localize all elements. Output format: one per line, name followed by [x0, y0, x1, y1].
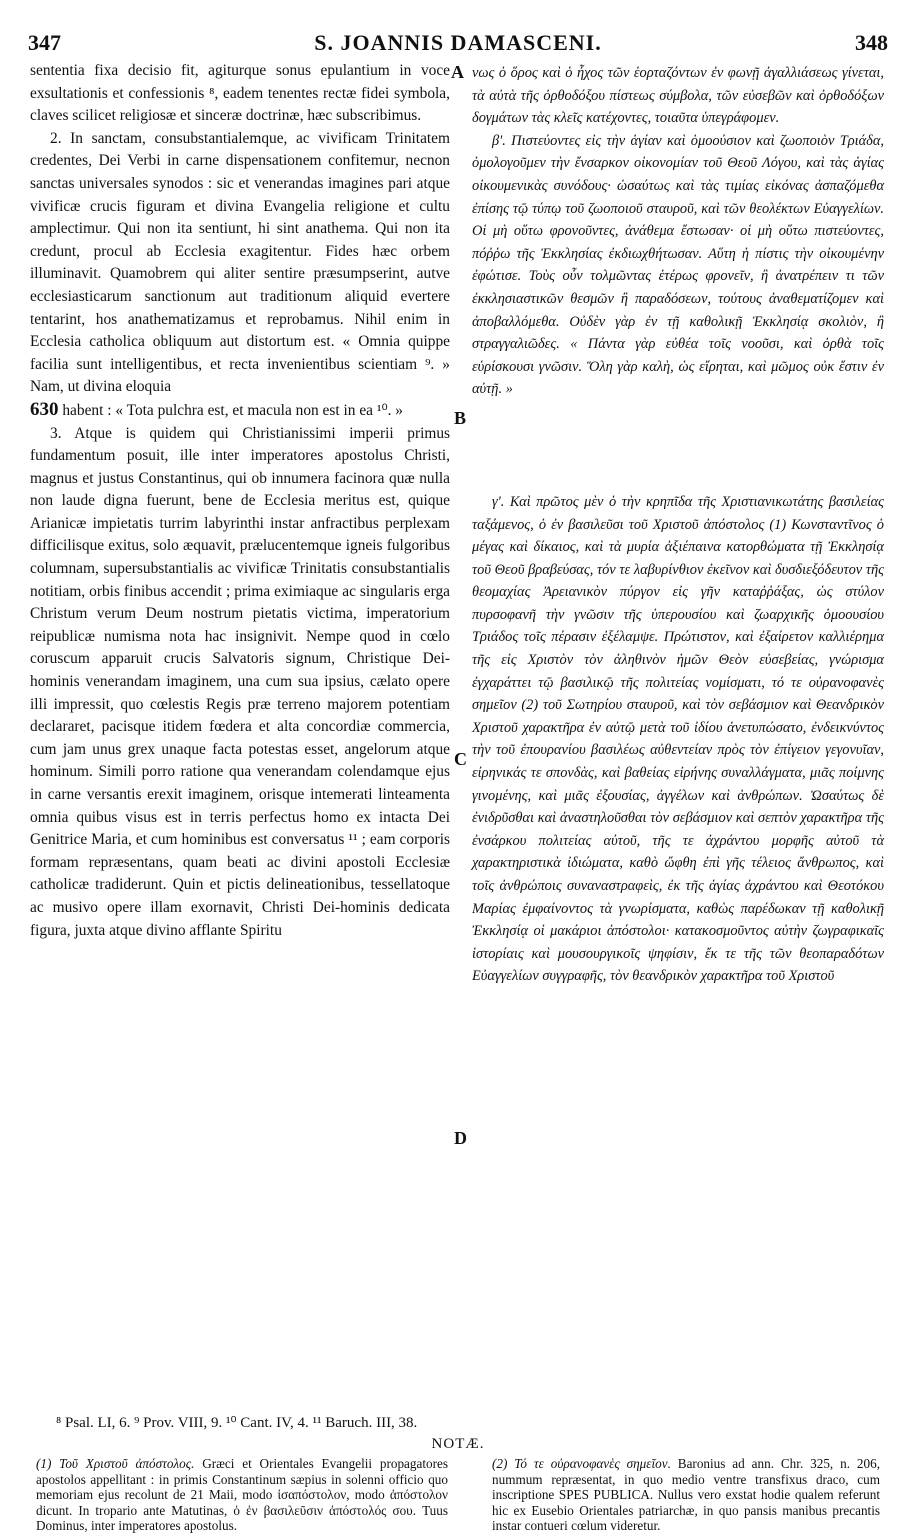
greek-column — [472, 62, 884, 988]
scripture-footnotes: ⁸ Psal. LI, 6. ⁹ Prov. VIII, 9. ¹⁰ Cant. IV, 4. ¹¹ Baruch. III, 38. — [56, 1415, 418, 1431]
page-number-right: 348 — [855, 30, 888, 55]
latin-column — [30, 60, 450, 942]
note-1-text: Græci et Orientales Evangelii propagatores apostolos appellitant : in primis Constantinum sæpius in solenni officio quo memoriam ejus recolunt de 21 Maii, modo ἰσαπόστολον, modo ἀπόστολον dicunt. In tropario ante Matutinas, ὁ ἐν βασιλεῦσιν ἀπόστολός σου. Tuus Dominus, inter imperatores apostolus. — [36, 1456, 448, 1534]
latin-paragraph-2-tail-text: habent : « Tota pulchra est, et macula non est in ea ¹⁰. » — [62, 401, 404, 419]
latin-paragraph-1: sententia fixa decisio fit, agiturque sonus epulantium in voce exsultationis et confessionis ⁸, eadem tenentes rectæ fidei symbola, claves scilicet religiosæ et sinceræ doctrinæ, hæc subscribimus. — [30, 62, 450, 125]
latin-paragraph-2: 2. In sanctam, consubstantialemque, ac vivificam Trinitatem credentes, Dei Verbi in carne dispensationem confitemur, necnon sanctas universales synodos : sic et venerandas imagines pari atque vivificæ crucis figuram et divina Evangelia religione et cultu amplectimur. Qui non ita sentiunt, hi sint anathema. Qui non ita credunt, procul ab Ecclesia exagitentur. Fides hæc orbem illuminavit. Quamobrem qui aliter sentire præsumpserint, autve ecclesiasticarum sanctionum aut traditionum aliquid evertere tentarint, hos anathematizamus et reprobamus. Nihil enim in Ecclesia catholica obliquum aut distortum est. « Omnia quippe facilia sunt intelligentibus, et recta invenientibus scientiam ⁹. » Nam, ut divina eloquia — [30, 129, 450, 396]
margin-letter-c: C — [454, 749, 467, 769]
latin-paragraph-3: 3. Atque is quidem qui Christianissimi imperii primus fundamentum posuit, ille inter imperatores apostolus Christi, magnus et justus Constantinus, qui ob innumera facinora quæ nulla non laude digna fuerunt, bene de Ecclesia meritus est, quique Arianicæ impietatis turrim labyrinthi instar anfractibus perplexam difficilisque exitus, solo æquavit, prælucentemque igneis fulgoribus columnam, supersubstantialis ac vivificæ Trinitatis consubstantialis notitiam, orbis finibus accendit ; prima eximiaque ac singularis erga Christum verum Deum nostrum pietatis victima, imperatorium reipublicæ numisma nota hac insignivit. Nempe quod in cœlo coruscum apparuit crucis Salvatoris signum, Christique Dei-hominis venerandam imaginem, una cum sua ipsius, cælato opere illi impressit, quo cœlestis Regis præ terreno majorem potentiam declararet, pacisque itidem fœdera et alta concordiæ commercia, cum jam unus grex unaque facta potestas esset, angelorum atque hominum. Simili porro ratione qua venerandam colendamque ejus in carne versantis erexit imaginem, orisque intemerati linteamenta omnia quibus visus est in terris perfectus homo ex intacta Dei Genitrice Maria, et cum hominibus est conversatus ¹¹ ; eam corporis formam repræsentans, quam beati ac divini apostoli Ecclesiæ catholicæ tradiderunt. Quin et pictis delineationibus, tessellatoque ac musivo opere illam exornavit, Christi Dei-hominis dedicata figura, juxta atque divino afflante Spiritu — [30, 424, 450, 939]
greek-paragraph-3: γ'. Καὶ πρῶτος μὲν ὁ τὴν κρηπῖδα τῆς Χριστιανικωτάτης βασιλείας ταξάμενος, ὁ ἐν βασιλεῦσι τοῦ Χριστοῦ ἀπόστολος (1) Κωνσταντῖνος ὁ μέγας καὶ δίκαιος, καὶ τὰ μυρία ἀξιέπαινα κατορθώματα τῇ Ἐκκλησίᾳ τοῦ Θεοῦ βραβεύσας, τόν τε λαβυρίνθιον ἐκεῖνον καὶ δυσδιεξόδευτον τῆς θεομαχίας Ἀρειανικὸν πύργον εἰς γῆν καταῤῥάξας, ὡς στύλον πυρσοφανῆ τὴν γνῶσιν τῆς ὑπερουσίου καὶ ζωαρχικῆς ὁμοουσίου Τριάδος τοῖς πέρασιν ἐξέλαμψε. Πρώτιστον, καὶ ἐξαίρετον καλλιέρημα τῆς εἰς Χριστὸν τὸν ἀληθινὸν ἡμῶν Θεὸν εὐσεβείας, γνώρισμα ἐγχαράττει τῷ βασιλικῷ τῆς πολιτείας νομίσματι, τό τε οὐρανοφανὲς σημεῖον (2) τοῦ Σωτηρίου σταυροῦ, καὶ τὸν σεβάσμιον καὶ Θεανδρικὸν Χριστοῦ χαρακτῆρα ἐν αὐτῷ μετὰ τοῦ ἰδίου ἀνετυπώσατο, ἐνδεικνύντος τὴν τοῦ ἐπουρανίου βασιλέως αὐθεντείαν πρὸς τὸν ἐπίγειον γεγονυῖαν, εἰρηνικάς τε σπονδὰς, καὶ βαθείας εἰρήνης συναλλάγματα, μιᾶς ποίμνης γινομένης, καὶ μιᾶς ἐξουσίας, ἀγγέλων καὶ ἀνθρώπων. Ὡσαύτως δὲ ἐνιδρῦσθαι καὶ ἀναστηλοῦσθαι τὸν σεβάσμιον καὶ σεπτὸν χαρακτῆρα τῆς ἐνσάρκου πολιτείας αὐτοῦ, τῆς τε ἀχράντου μορφῆς αὐτοῦ τὰ χαρακτηριστικὰ ἰδιώματα, καθὸ ὤφθη ἐπὶ γῆς τέλειος ἄνθρωπος, καὶ τοῖς ἀνθρώποις συναναστραφεὶς, ἐκ τῆς ἁγίας ἀχράντου καὶ Θεοτόκου Μαρίας ἐμφαίνοντος τὰ γνωρίσματα, καθὼς παρέδωκαν τῇ καθολικῇ Ἐκκλησίᾳ οἱ μακάριοι ἀπόστολοι· κατακοσμοῦντος αὐτὴν ζωγραφικαῖς ἱστορίαις καὶ μουσουργικοῖς ψηφίσιν, ἔκ τε τῆς τῶν θεοπαραδότων Εὐαγγελίων συγγραφῆς, τὸν θεανδρικὸν χαρακτῆρα τοῦ Χριστοῦ — [472, 493, 884, 985]
note-2-lemma: (2) Τό τε οὐρανοφανὲς σημεῖον. — [492, 1456, 671, 1471]
note-1 — [36, 1456, 448, 1534]
page-number-left: 347 — [28, 30, 61, 55]
note-1-lemma: (1) Τοῦ Χριστοῦ ἀπόστολος. — [36, 1456, 195, 1471]
note-2 — [492, 1456, 880, 1534]
margin-letter-a: A — [451, 62, 464, 82]
greek-paragraph-2: β'. Πιστεύοντες εἰς τὴν ἁγίαν καὶ ὁμοούσιον καὶ ζωοποιὸν Τριάδα, ὁμολογοῦμεν τὴν ἔνσαρκον οἰκονομίαν τοῦ Θεοῦ Λόγου, καὶ τὰς ἁγίας οἰκουμενικὰς συνόδους· ὡσαύτως καὶ τὰς τιμίας εἰκόνας ἀσπαζόμεθα ἐπίσης τῷ τύπῳ τοῦ ζωοποιοῦ σταυροῦ, καὶ τῶν θεολέκτων Εὐαγγελίων. Οἱ μὴ οὕτω φρονοῦντες, ἀνάθεμα ἔστωσαν· οἱ μὴ οὕτω πιστεύοντες, πόῤῥω τῆς Ἐκκλησίας ἐκδιωχθήτωσαν. Αὕτη ἡ πίστις τὴν οἰκουμένην ἐφώτισε. Τοὺς οὖν τολμῶντας ἑτέρως φρονεῖν, ἢ ἀνατρέπειν τι τῶν ἐκκλησιαστικῶν θεσμῶν ἢ παραδόσεων, τούτους ἀναθεματίζομεν καὶ ἀποβαλλόμεθα. Οὐδὲν γὰρ ἐν τῇ καθολικῇ Ἐκκλησίᾳ σκολιὸν, ἢ στραγγαλιῶδες. « Πάντα γὰρ εὐθέα τοῖς νοοῦσι, καὶ ὀρθὰ τοῖς εὑρίσκουσι γνῶσιν. Ὅλη γὰρ καλὴ, ὡς εἴρηται, καὶ μῶμος οὐκ ἔστιν ἐν αὐτῇ. » — [472, 132, 884, 398]
column-number: 630 — [30, 398, 59, 420]
margin-letter-b: B — [454, 408, 467, 428]
latin-paragraph-2-tail — [30, 399, 450, 423]
greek-paragraph-1: νως ὁ ὅρος καὶ ὁ ἦχος τῶν ἑορταζόντων ἐν φωνῇ ἀγαλλιάσεως γίνεται, τὰ αὐτὰ τῆς ὀρθοδόξου πίστεως σύμβολα, τῶν εὐσεβῶν καὶ ὀρθοδόξων δογμάτων τὰς κλεῖς κατέχοντες, τοιαῦτα ὑπεγράφομεν. — [472, 65, 884, 127]
note-2-text: Baronius ad ann. Chr. 325, n. 206, nummum repræsentat, in quo medio ventre transfixus draco, cum inscriptione SPES PUBLICA. Nullus vero exstat hodie qualem referunt hic ex Eusebio Orientales patriarchæ, in quo pansis manibus precantis instar contueri cœlum videretur. — [492, 1456, 880, 1534]
notae-title: NOTÆ. — [431, 1436, 485, 1452]
running-title: S. JOANNIS DAMASCENI. — [314, 30, 602, 55]
page-header — [28, 30, 888, 58]
margin-letter-d: D — [454, 1128, 467, 1148]
